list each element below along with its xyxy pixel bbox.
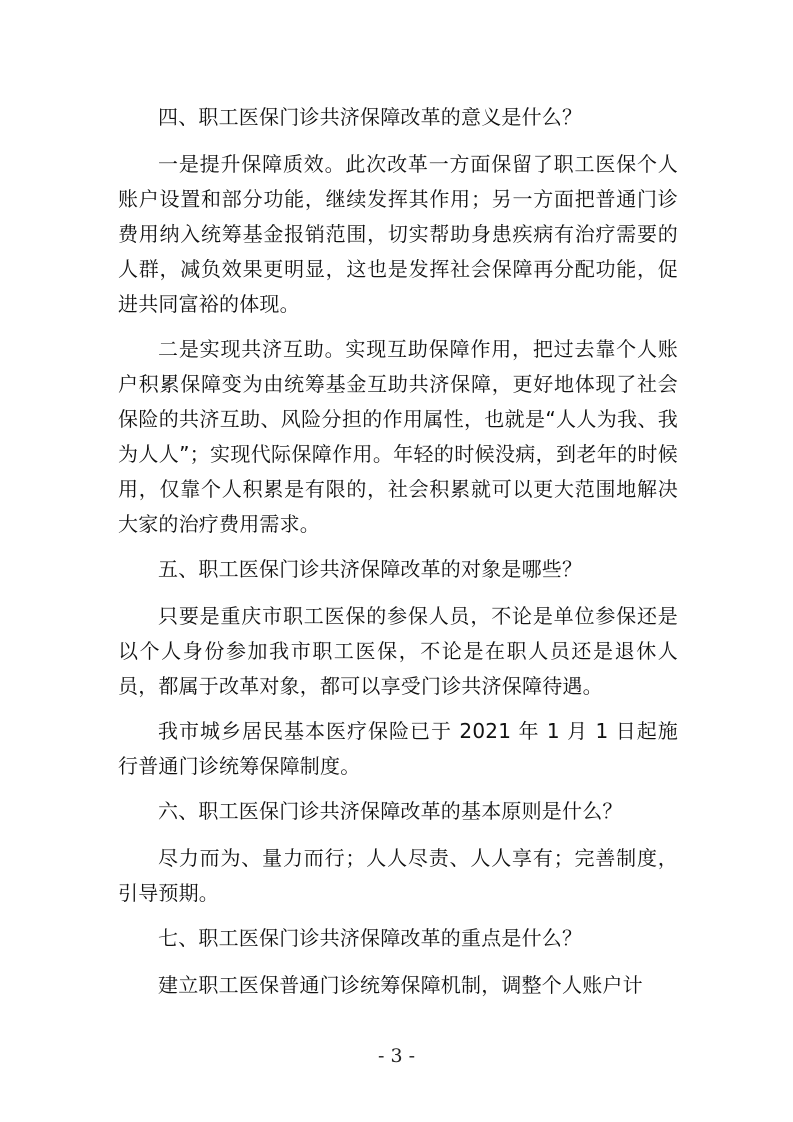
section-heading-seven: 七、职工医保门诊共济保障改革的重点是什么？ — [158, 926, 583, 950]
page-number: - 3 - — [377, 1045, 415, 1067]
paragraph-improve-effectiveness: 一是提升保障质效。此次改革一方面保留了职工医保个人账户设置和部分功能，继续发挥其作用；另一方面把普通门诊费用纳入统筹基金报销范围，切实帮助身患疾病有治疗需要的人群，减负效果更明显，这也是发挥社会保障再分配功能，促进共同富裕的体现。 — [118, 152, 678, 316]
document-body — [118, 100, 678, 1013]
paragraph-reform-targets: 只要是重庆市职工医保的参保人员，不论是单位参保还是以个人身份参加我市职工医保，不论是在职人员还是退休人员，都属于改革对象，都可以享受门诊共济保障待遇。 — [118, 604, 678, 698]
paragraph-resident-insurance: 我市城乡居民基本医疗保险已于 2021 年 1 月 1 日起施行普通门诊统筹保障制度。 — [118, 719, 678, 778]
paragraph-basic-principles: 尽力而为、量力而行；人人尽责、人人享有；完善制度，引导预期。 — [118, 846, 678, 905]
section-heading-four: 四、职工医保门诊共济保障改革的意义是什么？ — [158, 105, 583, 129]
section-heading-six: 六、职工医保门诊共济保障改革的基本原则是什么？ — [158, 799, 623, 823]
paragraph-mutual-assistance: 二是实现共济互助。实现互助保障作用，把过去靠个人账户积累保障变为由统筹基金互助共济保障，更好地体现了社会保险的共济互助、风险分担的作用属性，也就是“人人为我、我为人人”；实现代际保障作用。年轻的时候没病，到老年的时候用，仅靠个人积累是有限的，社会积累就可以更大范围地解决大家的治疗费用需求。 — [118, 337, 678, 536]
section-heading-five: 五、职工医保门诊共济保障改革的对象是哪些？ — [158, 557, 583, 581]
paragraph-reform-focus: 建立职工医保普通门诊统筹保障机制，调整个人账户计 — [158, 973, 643, 997]
